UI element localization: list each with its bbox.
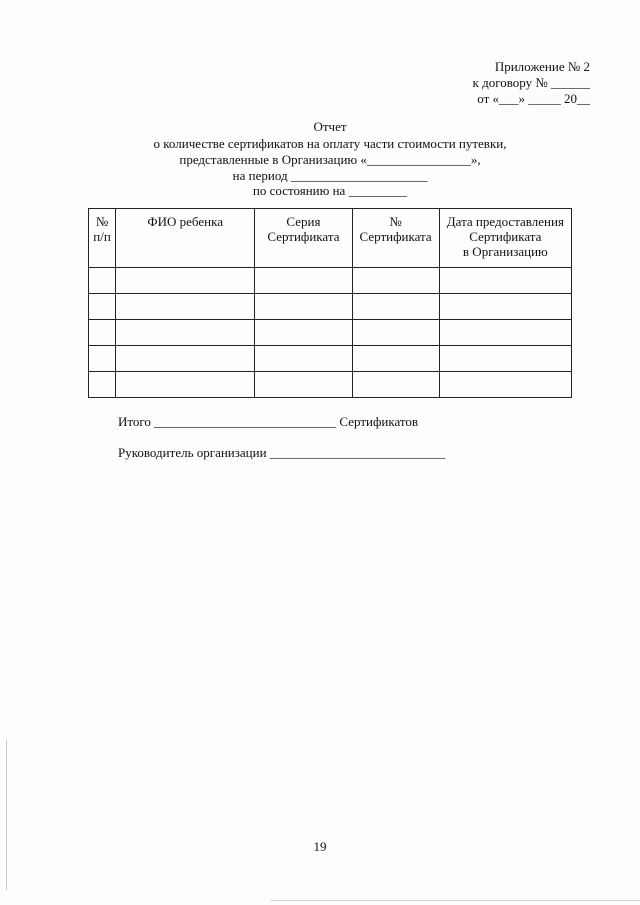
- organization-head-signature-line: Руководитель организации ___________________________: [118, 445, 446, 460]
- table-cell: [255, 346, 352, 372]
- table-cell: [439, 320, 571, 346]
- header-date-line: Дата предоставления: [446, 214, 564, 229]
- table-cell: [255, 320, 352, 346]
- appendix-date-line: от «___» _____ 20__: [477, 91, 590, 106]
- page-number: 19: [313, 839, 327, 854]
- header-cert-line: Сертификата: [359, 229, 432, 244]
- header-date-line: Сертификата: [469, 229, 542, 244]
- table-cell: [352, 294, 439, 320]
- header-number-line: п/п: [93, 229, 111, 244]
- header-date-line: в Организацию: [462, 244, 548, 259]
- header-certificate-series: [255, 209, 352, 268]
- table-cell: [116, 346, 255, 372]
- scan-edge-line: [270, 900, 640, 901]
- header-series-line: Серия: [286, 214, 321, 229]
- table-cell: [352, 372, 439, 398]
- header-certificate-number: [352, 209, 439, 268]
- header-cert-line: №: [389, 214, 402, 229]
- table-cell: [89, 372, 116, 398]
- certificates-table: [88, 208, 572, 398]
- table-cell: [439, 268, 571, 294]
- table-cell: [439, 346, 571, 372]
- table-row: [89, 268, 572, 294]
- table-cell: [439, 294, 571, 320]
- table-cell: [352, 268, 439, 294]
- table-cell: [89, 294, 116, 320]
- appendix-title: Приложение № 2: [494, 59, 590, 74]
- report-organization-line: представленные в Организацию «________________»,: [179, 152, 481, 167]
- table-cell: [352, 320, 439, 346]
- table-cell: [255, 372, 352, 398]
- report-period-line: на период _____________________: [232, 168, 428, 183]
- table-cell: [116, 294, 255, 320]
- table-cell: [116, 268, 255, 294]
- table-row: [89, 320, 572, 346]
- table-cell: [116, 372, 255, 398]
- header-series-line: Сертификата: [267, 229, 340, 244]
- report-title: Отчет: [313, 119, 347, 134]
- header-number: [89, 209, 116, 268]
- table-cell: [255, 268, 352, 294]
- header-child-name: [116, 209, 255, 268]
- table-cell: [116, 320, 255, 346]
- table-row: [89, 294, 572, 320]
- header-submission-date: [439, 209, 571, 268]
- scan-edge-line: [6, 740, 7, 890]
- report-subtitle: о количестве сертификатов на оплату части стоимости путевки,: [153, 136, 507, 151]
- report-as-of-line: по состоянию на _________: [252, 183, 408, 198]
- table-cell: [89, 320, 116, 346]
- appendix-contract-line: к договору № ______: [472, 75, 590, 90]
- table-cell: [89, 346, 116, 372]
- total-certificates-line: Итого ____________________________ Сертификатов: [118, 414, 419, 429]
- table-cell: [352, 346, 439, 372]
- header-child-name-line: ФИО ребенка: [147, 214, 223, 229]
- table-cell: [89, 268, 116, 294]
- header-number-line: №: [95, 214, 109, 229]
- table-row: [89, 372, 572, 398]
- table-header-row: [89, 209, 572, 268]
- table-cell: [439, 372, 571, 398]
- table-cell: [255, 294, 352, 320]
- table-row: [89, 346, 572, 372]
